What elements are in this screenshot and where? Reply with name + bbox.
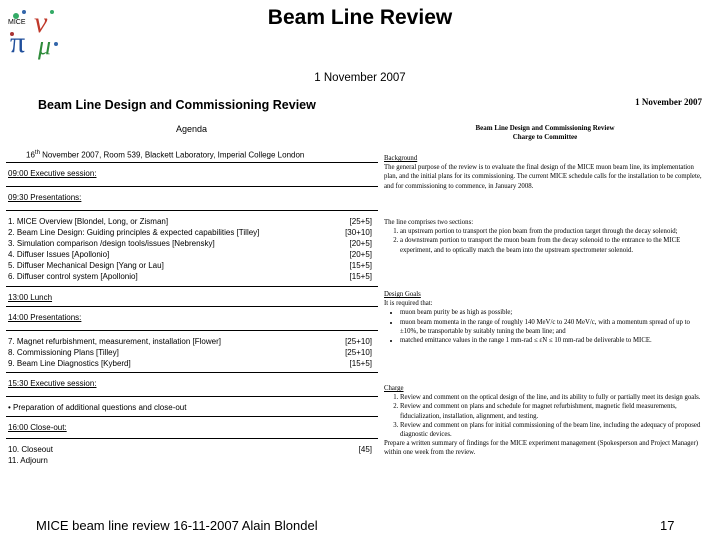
agenda-row: [6, 227, 378, 238]
agenda-item-label: 11. Adjourn: [8, 456, 48, 465]
divider: [6, 210, 378, 211]
agenda-row: [6, 168, 378, 179]
agenda-item-label: 13:00 Lunch: [8, 293, 53, 302]
agenda-row: [6, 378, 378, 389]
svg-text:MICE: MICE: [8, 19, 26, 26]
list-item: 2. a downstream portion to transport the muon beam from the decay solenoid to the entrance to the MICE experiment, and to optically match the beam into the upstream spectrometer solenoid.: [400, 236, 706, 254]
pi-glyph-icon: [10, 26, 25, 59]
divider: [6, 372, 378, 373]
charge-document: [380, 96, 710, 486]
agenda-item-label: 09:30 Presentations:: [8, 193, 82, 202]
list-item: • matched emittance values in the range 1 mm-rad ≤ εN ≤ 10 mm-rad be deliverable to MICE.: [400, 336, 706, 345]
agenda-subheading: Agenda: [176, 124, 208, 134]
list-item: 1. an upstream portion to transport the pion beam from the production target through the decay solenoid;: [400, 227, 706, 236]
agenda-row: [6, 444, 378, 455]
agenda-item-duration: [15+5]: [349, 359, 372, 368]
agenda-row: [6, 260, 378, 271]
agenda-row: [6, 422, 378, 433]
agenda-meeting-info: 16th November 2007, Room 539, Blackett Laboratory, Imperial College London: [26, 150, 305, 160]
agenda-item-duration: [45]: [358, 445, 372, 454]
charge-date: 1 November 2007: [635, 97, 702, 107]
agenda-item-label: 9. Beam Line Diagnostics [Kyberd]: [8, 359, 131, 368]
charge-title: Beam Line Design and Commissioning Review Charge to Committee: [475, 124, 615, 141]
divider: [6, 396, 378, 397]
divider: [6, 286, 378, 287]
agenda-item-label: 3. Simulation comparison /design tools/issues [Nebrensky]: [8, 239, 215, 248]
divider: [6, 330, 378, 331]
agenda-item-label: 4. Diffuser Issues [Apollonio]: [8, 250, 110, 259]
agenda-item-duration: [25+10]: [345, 337, 372, 346]
agenda-item-label: 14:00 Presentations:: [8, 313, 82, 322]
agenda-item-duration: [20+5]: [349, 239, 372, 248]
divider: [6, 416, 378, 417]
slide-date: 1 November 2007: [314, 72, 406, 84]
list-item: 3. Review and comment on plans for initial commissioning of the beam line, including the adequacy of proposed diagnostic devices.: [400, 421, 706, 439]
footer-text: MICE beam line review 16-11-2007 Alain Blondel: [36, 518, 318, 533]
charge-section: Charge 1. Review and comment on the optical design of the line, and its ability to fully or partially meet its design goals. 2. Review and comment on plans and schedule for magnet refurbishment, magnetic field measurements, fiducialization, installation, alignment, and testing. 3. Review and comment on plans for initial commissioning of the beam line, including the adequacy of proposed diagnostic devices. Prepare a written summary of findings for the MICE experiment management (Spokesperson and Project Manager) within one week from the review.: [384, 384, 706, 458]
list-item: 1. Review and comment on the optical design of the line, and its ability to fully or partially meet its design goals.: [400, 393, 706, 402]
agenda-item-label: 2. Beam Line Design: Guiding principles & expected capabilities [Tilley]: [8, 228, 260, 237]
agenda-item-label: 1. MICE Overview [Blondel, Long, or Zisman]: [8, 217, 169, 226]
svg-text:π: π: [10, 26, 26, 59]
line-section: The line comprises two sections: 1. an upstream portion to transport the pion beam from the production target through the decay solenoid; 2. a downstream portion to transport the muon beam from the decay solenoid to the entrance to the MICE experiment, and to optically match the beam into the upstream spectrometer solenoid.: [384, 218, 706, 255]
list-item: • muon beam purity be as high as possible;: [400, 308, 706, 317]
agenda-item-label: 09:00 Executive session:: [8, 169, 97, 178]
agenda-item-label: 6. Diffuser control system [Apollonio]: [8, 272, 138, 281]
agenda-panel: [6, 96, 378, 466]
divider: [6, 306, 378, 307]
agenda-row: [6, 192, 378, 203]
agenda-row: [6, 455, 378, 466]
list-item: 2. Review and comment on plans and schedule for magnet refurbishment, magnetic field measurements, fiducialization, installation, alignment, and testing.: [400, 402, 706, 420]
agenda-row: [6, 402, 378, 413]
agenda-item-duration: [20+5]: [349, 250, 372, 259]
agenda-item-label: 15:30 Executive session:: [8, 379, 97, 388]
divider: [6, 186, 378, 187]
agenda-item-label: 5. Diffuser Mechanical Design [Yang or Lau]: [8, 261, 164, 270]
svg-text:μ: μ: [38, 31, 52, 60]
agenda-item-label: 8. Commissioning Plans [Tilley]: [8, 348, 119, 357]
agenda-item-duration: [25+10]: [345, 348, 372, 357]
divider: [6, 438, 378, 439]
agenda-item-duration: [30+10]: [345, 228, 372, 237]
list-item: • muon beam momenta in the range of roughly 140 MeV/c to 240 MeV/c, with a momentum spread of up to ±10%, be transportable by suitably tuning the beam line; and: [400, 318, 706, 336]
svg-text:ν: ν: [34, 6, 48, 39]
agenda-heading: Beam Line Design and Commissioning Review: [38, 98, 316, 112]
background-section: Background The general purpose of the review is to evaluate the final design of the MICE muon beam line, its implementation plan, and the initial plans for its commissioning. The current MICE schedule calls for the installation to be complete, and for commissioning to commence, in January 2008.: [384, 155, 702, 190]
agenda-row: [6, 358, 378, 369]
agenda-row: [6, 238, 378, 249]
agenda-row: [6, 347, 378, 358]
agenda-row: [6, 312, 378, 323]
page-title: Beam Line Review: [267, 6, 453, 29]
agenda-row: [6, 292, 378, 303]
agenda-row: [6, 216, 378, 227]
agenda-item-duration: [15+5]: [349, 272, 372, 281]
agenda-row: [6, 271, 378, 282]
agenda-item-label: 7. Magnet refurbishment, measurement, installation [Flower]: [8, 337, 221, 346]
divider: [6, 162, 378, 163]
agenda-row: [6, 336, 378, 347]
agenda-item-label: 10. Closeout: [8, 445, 53, 454]
agenda-item-duration: [25+5]: [349, 217, 372, 226]
agenda-item-label: • Preparation of additional questions and close-out: [8, 403, 187, 412]
mu-glyph-icon: [37, 31, 51, 60]
page-number: 17: [660, 518, 675, 533]
design-goals-section: Design Goals It is required that: • muon beam purity be as high as possible; • muon beam momenta in the range of roughly 140 MeV/c to 240 MeV/c, with a momentum spread of up to ±10%, be transportable by suitably tuning the beam line; and • matched emittance values in the range 1 mm-rad ≤ εN ≤ 10 mm-rad be deliverable to MICE.: [384, 290, 706, 345]
agenda-item-duration: [15+5]: [349, 261, 372, 270]
agenda-row: [6, 249, 378, 260]
agenda-item-label: 16:00 Close-out:: [8, 423, 67, 432]
